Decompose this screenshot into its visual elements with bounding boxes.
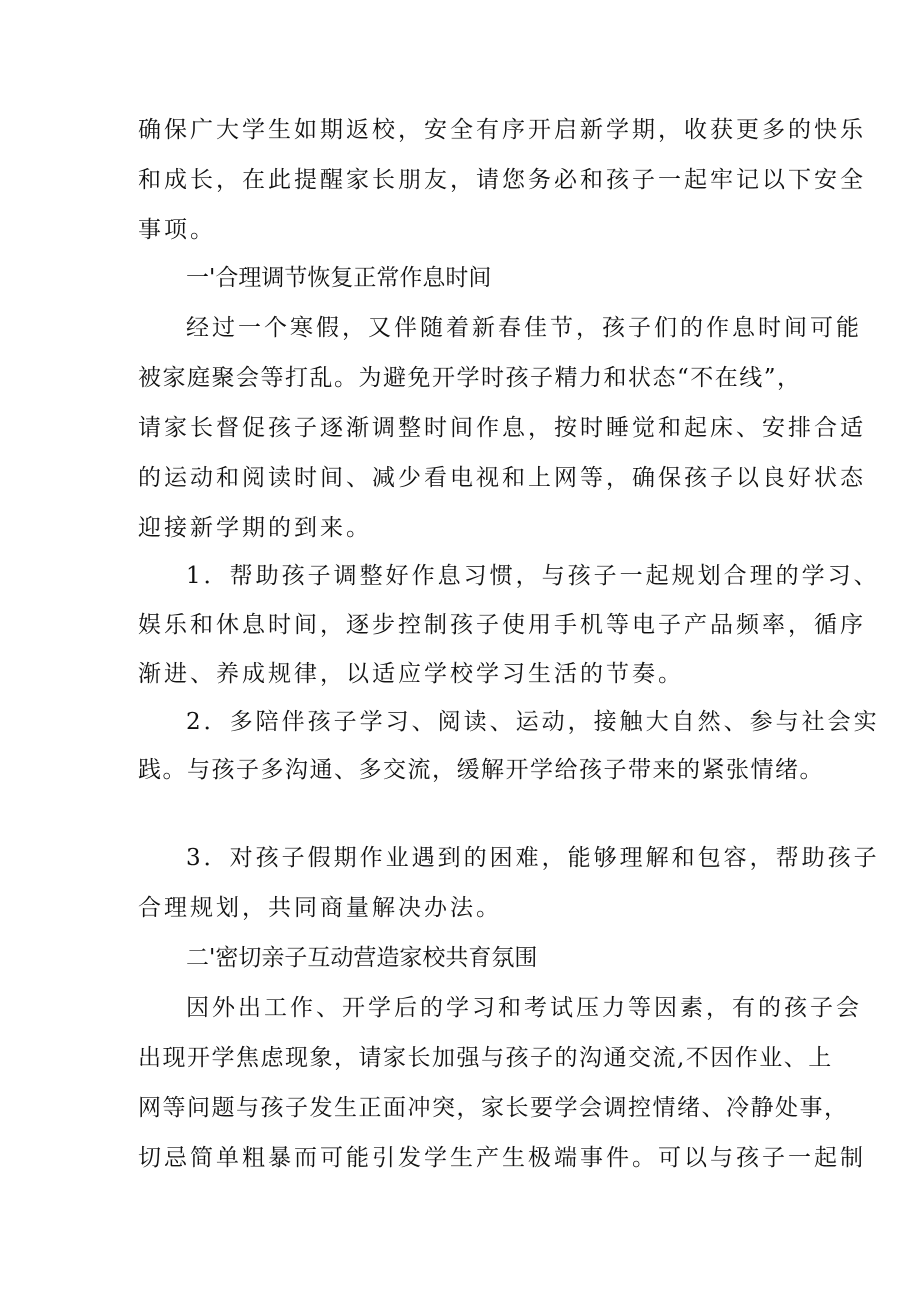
item2-line-2: 践。与孩子多沟通、多交流，缓解开学给孩子带来的紧张情绪。 xyxy=(138,757,824,783)
section2-para-line-4: 切忌简单粗暴而可能引发学生产生极端事件。可以与孩子一起制 xyxy=(138,1145,866,1171)
section2-para-line-1: 因外出工作、开学后的学习和考试压力等因素，有的孩子会 xyxy=(186,995,862,1021)
section1-heading: 一'合理调节恢复正常作息时间 xyxy=(186,265,492,291)
intro-line-2: 和成长，在此提醒家长朋友，请您务必和孩子一起牢记以下安全 xyxy=(138,167,866,193)
item3-line-2: 合理规划，共同商量解决办法。 xyxy=(138,895,502,921)
section1-para-line-2: 被家庭聚会等打乱。为避免开学时孩子精力和状态“不在线”， xyxy=(138,365,802,391)
item1-line-1: 1．帮助孩子调整好作息习惯，与孩子一起规划合理的学习、 xyxy=(186,563,880,589)
section2-para-line-3: 网等问题与孩子发生正面冲突，家长要学会调控情绪、冷静处事， xyxy=(138,1095,849,1121)
item1-line-3: 渐进、养成规律，以适应学校学习生活的节奏。 xyxy=(138,661,684,687)
item1-line-2: 娱乐和休息时间，逐步控制孩子使用手机等电子产品频率，循序 xyxy=(138,612,866,638)
section2-heading: 二'密切亲子互动营造家校共育氛围 xyxy=(186,945,538,971)
item2-line-1: 2．多陪伴孩子学习、阅读、运动，接触大自然、参与社会实 xyxy=(186,709,880,735)
section1-para-line-4: 的运动和阅读时间、减少看电视和上网等，确保孩子以良好状态 xyxy=(138,465,866,491)
intro-line-1: 确保广大学生如期返校，安全有序开启新学期，收获更多的快乐 xyxy=(138,117,866,143)
item3-line-1: 3．对孩子假期作业遇到的困难，能够理解和包容，帮助孩子 xyxy=(186,845,880,871)
section2-para-line-2: 出现开学焦虑现象，请家长加强与孩子的沟通交流,不因作业、上 xyxy=(138,1045,833,1071)
intro-line-3: 事项。 xyxy=(138,217,216,243)
section1-para-line-1: 经过一个寒假，又伴随着新春佳节，孩子们的作息时间可能 xyxy=(186,315,862,341)
section1-para-line-5: 迎接新学期的到来。 xyxy=(138,515,372,541)
section1-para-line-3: 请家长督促孩子逐渐调整时间作息，按时睡觉和起床、安排合适 xyxy=(138,415,866,441)
